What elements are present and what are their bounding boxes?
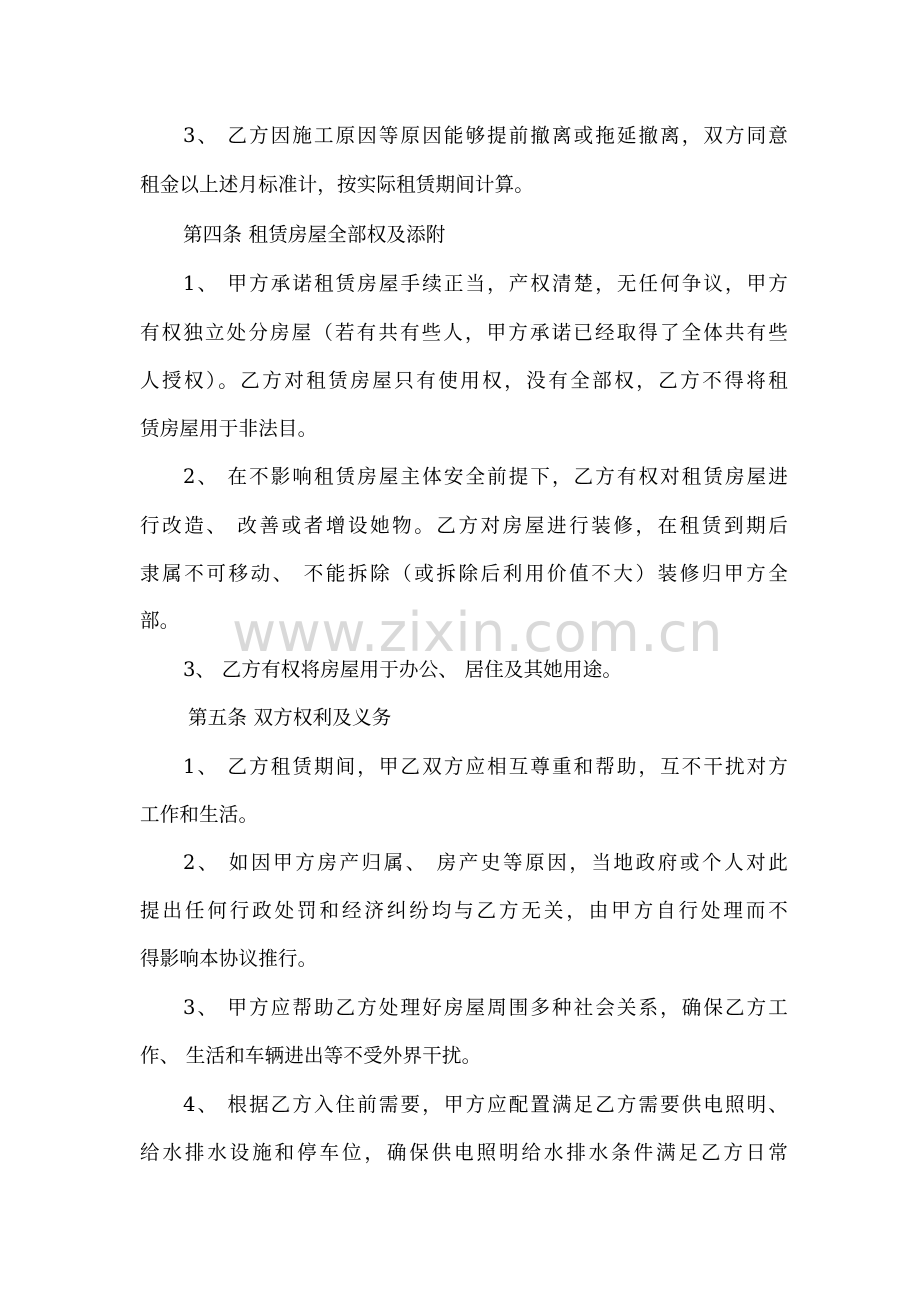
section-heading-article-4: 第四条 租赁房屋全部权及添附 (183, 223, 446, 246)
paragraph-line: 1、 乙方租赁期间，甲乙双方应相互尊重和帮助，互不干扰对方 (183, 755, 788, 778)
paragraph-line: 人授权）。乙方对租赁房屋只有使用权，没有全部权，乙方不得将租 (140, 369, 788, 392)
paragraph-line: 租金以上述月标准计，按实际租赁期间计算。 (140, 173, 535, 196)
paragraph-line: 给水排水设施和停车位，确保供电照明给水排水条件满足乙方日常 (140, 1141, 788, 1164)
paragraph-line: 提出任何行政处罚和经济纠纷均与乙方无关，由甲方自行处理而不 (140, 899, 788, 922)
paragraph-line: 2、 如因甲方房产归属、 房产史等原因，当地政府或个人对此 (183, 851, 788, 874)
paragraph-line: 部。 (140, 609, 180, 632)
paragraph-line: 隶属不可移动、 不能拆除（或拆除后利用价值不大）装修归甲方全 (140, 562, 788, 585)
paragraph-line: 作、 生活和车辆进出等不受外界干扰。 (140, 1044, 482, 1067)
paragraph-line: 得影响本协议推行。 (140, 947, 318, 970)
paragraph-line: 行改造、 改善或者增设她物。乙方对房屋进行装修，在租赁到期后 (140, 514, 788, 537)
paragraph-line: 3、 乙方有权将房屋用于办公、 居住及其她用途。 (183, 658, 623, 681)
watermark: www.zixin.com.cn (232, 601, 723, 664)
paragraph-line: 4、 根据乙方入住前需要，甲方应配置满足乙方需要供电照明、 (183, 1093, 788, 1116)
paragraph-line: 1、 甲方承诺租赁房屋手续正当，产权清楚，无任何争议，甲方 (183, 272, 788, 295)
paragraph-line: 工作和生活。 (140, 803, 259, 826)
paragraph-line: 赁房屋用于非法目。 (140, 417, 318, 440)
paragraph-line: 3、 甲方应帮助乙方处理好房屋周围多种社会关系，确保乙方工 (183, 996, 788, 1019)
paragraph-line: 3、 乙方因施工原因等原因能够提前撤离或拖延撤离，双方同意 (183, 124, 788, 147)
section-heading-article-5: 第五条 双方权利及义务 (188, 706, 392, 729)
paragraph-line: 有权独立处分房屋（若有共有些人，甲方承诺已经取得了全体共有些 (140, 321, 788, 344)
paragraph-line: 2、 在不影响租赁房屋主体安全前提下，乙方有权对租赁房屋进 (183, 465, 788, 488)
